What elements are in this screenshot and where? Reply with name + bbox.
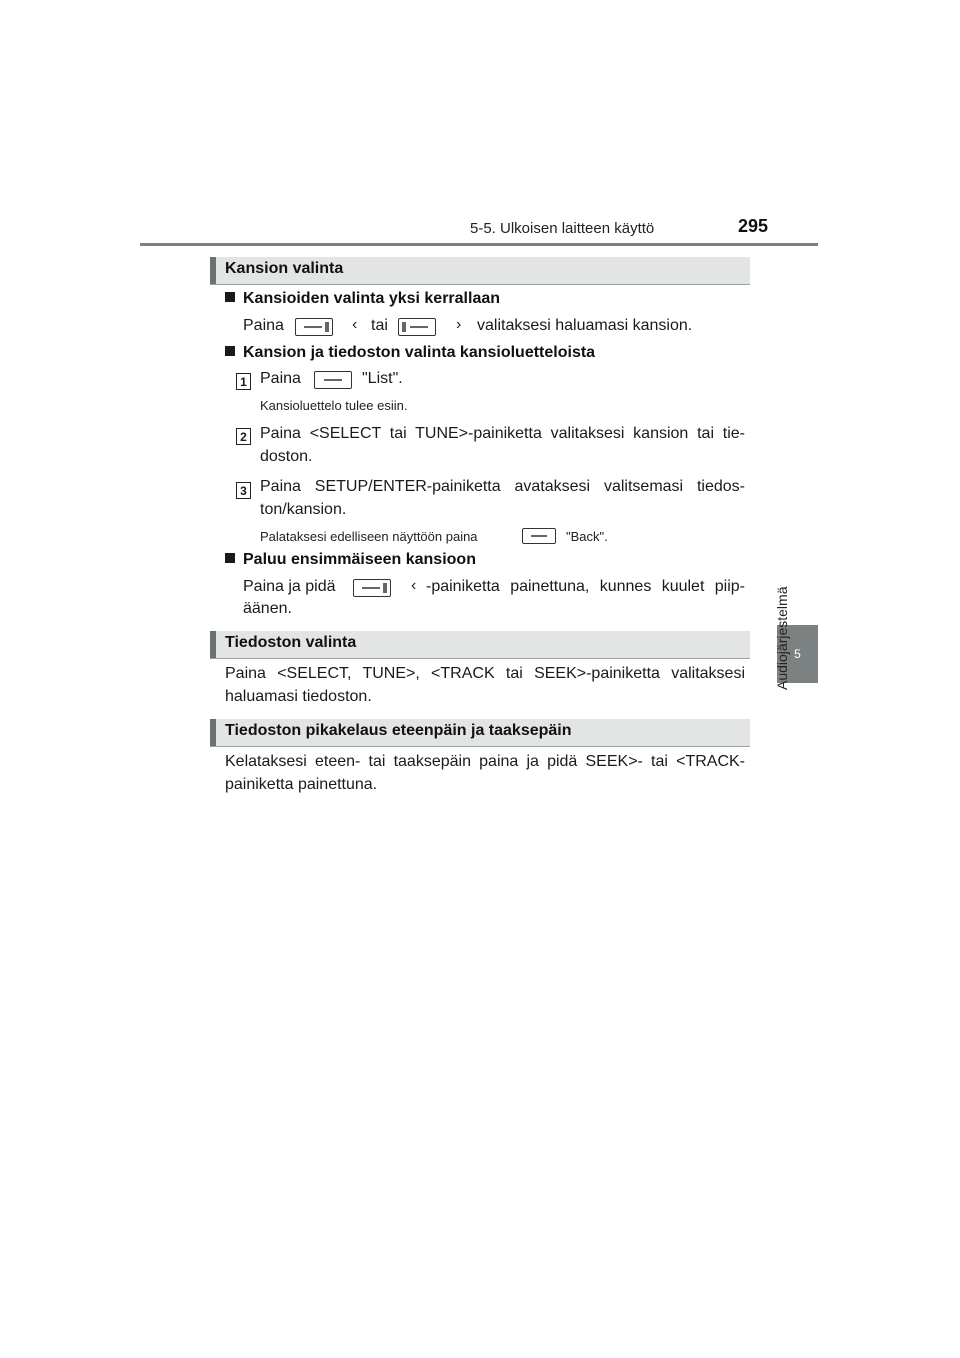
text-tai: tai [371,317,388,334]
chevron-right-icon: › [456,316,462,333]
chevron-left-icon: ‹ [411,577,417,594]
chapter-number: 5 [794,647,801,661]
radio-button-icon [398,318,436,336]
note-back-text: Palataksesi edelliseen näyttöön paina [260,529,478,544]
section-title: Tiedoston valinta [225,634,357,651]
radio-button-icon [353,579,391,597]
square-bullet-icon [225,346,235,356]
section-title: Tiedoston pikakelaus eteenpäin ja taaksepäin [225,722,572,739]
step-2-text-line1: Paina <SELECT tai TUNE>-painiketta valitaksesi kansion tai tie- [260,425,745,442]
note-back-label: "Back". [566,529,608,544]
text-paina: Paina [260,370,301,387]
section-heading-fast-forward [210,719,750,747]
subheading-return-first-folder: Paluu ensimmäiseen kansioon [225,551,476,569]
text-paina: Paina [243,317,284,334]
heading-accent-bar [210,631,216,658]
section-heading-folder-selection [210,257,750,285]
text-select-folder: valitaksesi haluamasi kansion. [477,317,693,334]
chapter-label: Audiojärjestelmä [773,586,790,690]
subheading-folder-list: Kansion ja tiedoston valinta kansioluetteloista [225,344,595,362]
step-number-1: 1 [236,373,251,390]
note-folder-list-appears: Kansioluettelo tulee esiin. [260,398,408,413]
text-hold-button: -painiketta painettuna, kunnes kuulet piip- [426,578,745,595]
file-selection-line2: haluamasi tiedoston. [225,688,372,705]
radio-button-icon [522,528,556,544]
step-2-text-line2: doston. [260,448,313,465]
radio-button-icon [295,318,333,336]
chevron-left-icon: ‹ [352,316,358,333]
step-number-3: 3 [236,482,251,499]
page-number: 295 [738,216,769,236]
step-number-2: 2 [236,428,251,445]
text-paina-ja-pida: Paina ja pidä [243,578,336,595]
square-bullet-icon [225,292,235,302]
file-selection-line1: Paina <SELECT, TUNE>, <TRACK tai SEEK>-painiketta valitaksesi [225,665,745,682]
radio-button-icon [314,371,352,389]
fast-forward-line2: painiketta painettuna. [225,776,378,793]
step-3-text-line1: Paina SETUP/ENTER-painiketta avataksesi valitsemasi tiedos- [260,478,745,495]
square-bullet-icon [225,553,235,563]
section-title: Kansion valinta [225,260,344,277]
heading-accent-bar [210,719,216,746]
text-beep: äänen. [243,600,292,617]
text-list: "List". [362,370,403,387]
subheading-folders-one-at-a-time: Kansioiden valinta yksi kerrallaan [225,290,500,308]
chapter-label-container [773,586,818,800]
section-heading-file-selection [210,631,750,659]
section-breadcrumb: 5-5. Ulkoisen laitteen käyttö [470,220,655,237]
heading-accent-bar [210,257,216,284]
fast-forward-line1: Kelataksesi eteen- tai taaksepäin paina ja pidä SEEK>- tai <TRACK- [225,753,745,770]
step-3-text-line2: ton/kansion. [260,501,347,518]
header-divider [140,243,818,246]
